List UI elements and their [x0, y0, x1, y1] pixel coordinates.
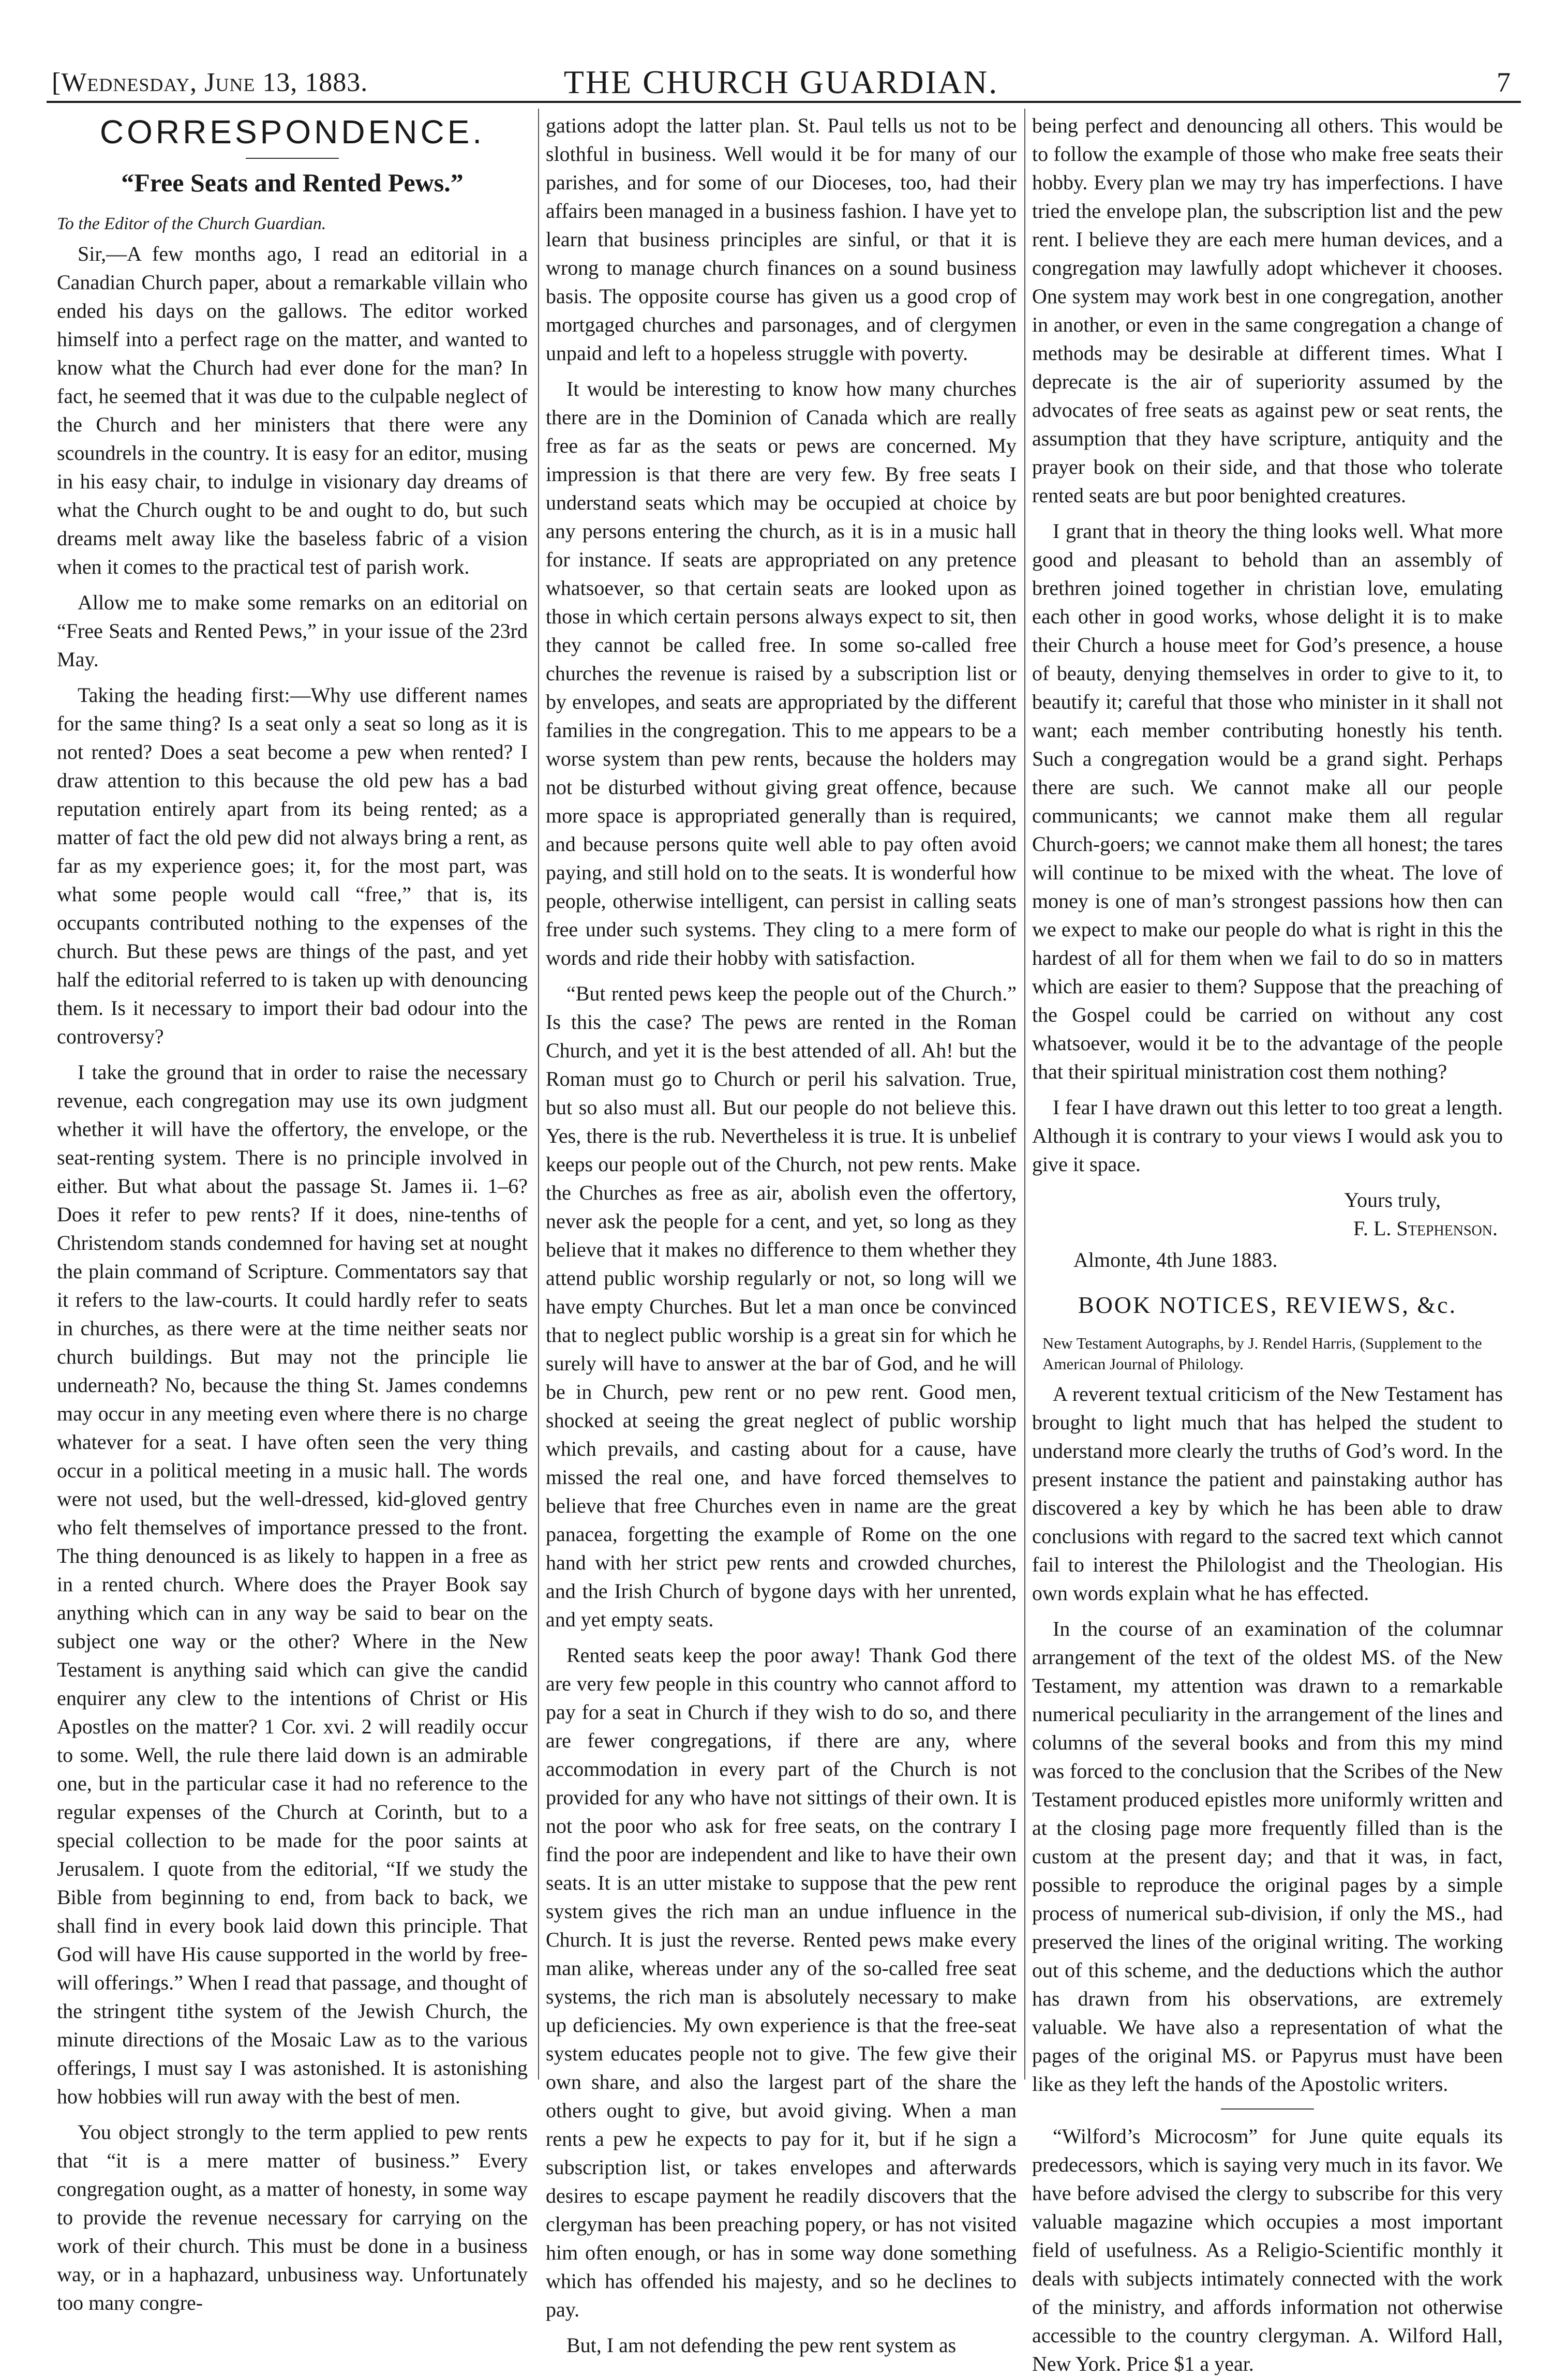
letter-closing: Yours truly,: [1344, 1188, 1441, 1212]
column-1: [57, 111, 528, 2314]
page-number: 7: [1497, 67, 1511, 98]
review-paragraph: In the course of an examination of the columnar arrangement of the text of the oldest MS. of the New Testament, my attention was drawn to a remarkable numerical peculiarity in the arrangement of the lines and columns of the several books and from this my mind was forced to the conclusion that the Scribes of the New Testament produced epistles more uniformly written and at the closing page more frequently filled than is the custom at the present day; and that it was, in fact, possible to reproduce the original pages by a simple process of numerical sub-division, if only the MS., had preserved the lines of the original writing. The working out of this scheme, and the deductions which the author has drawn from his observations, are extremely valuable. We have also a representation of what the pages of the original MS. or Papyrus must have been like as they left the hands of the Apostolic writers.: [1032, 1617, 1503, 2096]
letter-paragraph: Allow me to make some remarks on an editorial on “Free Seats and Rented Pews,” in your issue of the 23rd May.: [57, 591, 528, 671]
review-separator: [1221, 2108, 1314, 2110]
salutation: To the Editor of the Church Guardian.: [57, 214, 326, 233]
letter-signature: F. L. Stephenson.: [1353, 1217, 1498, 1240]
letter-paragraph: You object strongly to the term applied to pew rents that “it is a mere matter of business.” Every congregation ought, as a matter of honesty, in some way to provide the revenue necessary for carrying on the work of their church. This must be done in a business way, or in a haphazard, unbusiness way. Unfortunately too many congre-: [57, 2120, 528, 2314]
section-title: CORRESPONDENCE.: [99, 113, 485, 151]
book-citation: New Testament Autographs, by J. Rendel Harris, (Supplement to the American Journal of Philology.: [1042, 1334, 1482, 1373]
masthead: THE CHURCH GUARDIAN.: [563, 64, 999, 100]
letter-paragraph: Taking the heading first:—Why use different names for the same thing? Is a seat only a seat so long as it is not rented? Does a seat become a pew when rented? I draw attention to this because the old pew has a bad reputation entirely apart from its being rented; as a matter of fact the old pew did not always bring a rent, as far as my experience goes; it, for the most part, was what some people would call “free,” that is, its occupants contributed nothing to the expenses of the church. But these pews are things of the past, and yet half the editorial referred to is taken up with denouncing them. Is it necessary to import their bad odour into the controversy?: [57, 683, 528, 1048]
book-notices-heading: BOOK NOTICES, REVIEWS, &c.: [1078, 1292, 1457, 1318]
letter-dateline: Almonte, 4th June 1883.: [1073, 1248, 1278, 1272]
column-divider: [538, 109, 539, 2080]
letter-paragraph: Sir,—A few months ago, I read an editorial in a Canadian Church paper, about a remarkable villain who ended his days on the gallows. The editor worked himself into a perfect rage on the matter, and wanted to know what the Church had ever done for the man? In fact, he seemed that it was due to the culpable neglect of the Church and her ministers that there were any scoundrels in the country. It is easy for an editor, musing in his easy chair, to indulge in visionary day dreams of what the Church ought to be and ought to do, but such dreams melt away like the baseless fabric of a vision when it comes to the practical test of parish work.: [57, 242, 528, 578]
page-header: [36, 62, 1526, 98]
letter-paragraph: gations adopt the latter plan. St. Paul tells us not to be slothful in business. Well would it be for many of our parishes, and for some of our Dioceses, too, had their affairs been managed in a business fashion. I have yet to learn that business principles are sinful, or that it is wrong to manage church finances on a sound business basis. The opposite course has given us a good crop of mortgaged churches and parsonages, and of clergymen unpaid and left to a hopeless struggle with poverty.: [546, 114, 1017, 365]
review-paragraph: “Wilford’s Microcosm” for June quite equals its predecessors, which is saying very much in its favor. We have before advised the clergy to subscribe for this very valuable magazine which occupies a most important field of usefulness. As a Religio-Scientific monthly it deals with subjects intimately connected with the work of the ministry, and affords information not otherwise accessible to the country clergyman. A. Wilford Hall, New York. Price $1 a year.: [1032, 2125, 1503, 2375]
letter-paragraph: I take the ground that in order to raise the necessary revenue, each congregation may use its own judgment whether it will have the offertory, the envelope, or the seat-renting system. There is no principle involved in either. But what about the passage St. James ii. 1–6? Does it refer to pew rents? If it does, nine-tenths of Christendom stands condemned for having set at nought the plain command of Scripture. Commentators say that it refers to the law-courts. It could hardly refer to seats in churches, as there were at the time neither seats nor church buildings. But may not the principle lie underneath? No, because the thing St. James condemns may occur in any meeting even where there is no charge whatever for a seat. I have often seen the very thing occur in a political meeting in a music hall. The words were not used, but the well-dressed, kid-gloved gentry who felt themselves of importance pressed to the front. The thing denounced is as likely to happen in a free as in a rented church. Where does the Prayer Book say anything which can in any way be said to bear on the subject one way or the other? Where in the New Testament is anything said which can give the candid enquirer any clew to the intentions of Christ or His Apostles on the matter? 1 Cor. xvi. 2 will readily occur to some. Well, the rule there laid down is an admirable one, but in the particular case it had no reference to the regular expenses of the Church at Corinth, but to a special collection to be made for the poor saints at Jerusalem. I quote from the editorial, “If we study the Bible from beginning to end, from back to back, we shall find in every book laid down this principle. That God will have His cause supported in the world by free-will offerings.” When I read that passage, and thought of the stringent tithe system of the Jewish Church, the minute directions of the Mosaic Law as to the various offerings, I must say I was astonished. It is astonishing how hobbies will run away with the best of men.: [57, 1060, 528, 2108]
letter-paragraph: “But rented pews keep the people out of the Church.” Is this the case? The pews are rented in the Roman Church, and yet it is the best attended of all. Ah! but the Roman must go to Church or peril his salvation. True, but so also must all. But our people do not believe this. Yes, there is the rub. Nevertheless it is true. It is unbelief keeps our people out of the Church, not pew rents. Make the Churches as free as air, abolish even the offertory, never ask the people for a cent, and yet, so long as they believe that it makes no difference to them whether they attend public worship regularly or not, so long will we have empty Churches. But let a man once be convinced that to neglect public worship is a great sin for which he surely will have to answer at the bar of God, and he will be in Church, pew rent or no pew rent. Good men, shocked at seeing the great neglect of public worship which prevails, and casting about for a cause, have missed the real one, and have forced themselves to believe that free Churches even in name are the great panacea, forgetting the example of Rome on the one hand with her strict pew rents and crowded churches, and the Irish Church of bygone days with her unrented, and yet empty seats.: [546, 982, 1017, 1631]
header-rule: [47, 101, 1521, 103]
letter-paragraph: being perfect and denouncing all others. This would be to follow the example of those who make free seats their hobby. Every plan we may try has imperfections. I have tried the envelope plan, the subscription list and the pew rent. I believe they are each mere human devices, and a congregation may lawfully adopt whichever it chooses. One system may work best in one congregation, another in another, or even in the same congregation a change of methods may be desirable at different times. What I deprecate is the air of superiority assumed by the advocates of free seats as against pew or seat rents, the assumption that they have scripture, antiquity and the prayer book on their side, and that those who tolerate rented seats are but poor benighted creatures.: [1032, 114, 1503, 507]
column-2: [546, 111, 1017, 2357]
letter-paragraph: But, I am not defending the pew rent system as: [566, 2334, 957, 2357]
title-rule: [246, 158, 339, 159]
column-divider: [1024, 109, 1025, 2080]
letter-paragraph: It would be interesting to know how many churches there are in the Dominion of Canada which are really free as far as the seats or pews are concerned. My impression is that there are very few. By free seats I understand seats which may be occupied at choice by any persons entering the church, as it is in a music hall for instance. If seats are appropriated on any pretence whatsoever, so that certain seats are looked upon as those in which certain persons always expect to sit, then they cannot be called free. In some so-called free churches the revenue is raised by a subscription list or by envelopes, and seats are appropriated by the different families in the congregation. This to me appears to be a worse system than pew rents, because the holders may not be disturbed without giving great offence, because more space is appropriated generally than is required, and because persons quite well able to pay often avoid paying, and still hold on to the seats. It is wonderful how people, otherwise intelligent, can persist in calling seats free under such systems. They cling to a mere form of words and ride their hobby with satisfaction.: [546, 377, 1017, 969]
article-title: “Free Seats and Rented Pews.”: [121, 168, 464, 197]
letter-paragraph: I fear I have drawn out this letter to too great a length. Although it is contrary to your views I would ask you to give it space.: [1032, 1096, 1503, 1176]
column-3: [1032, 111, 1503, 2375]
review-paragraph: A reverent textual criticism of the New Testament has brought to light much that has helped the student to understand more clearly the truths of God’s word. In the present instance the patient and painstaking author has discovered a key by which he has been able to draw conclusions with regard to the sacred text which cannot fail to interest the Philologist and the Theologian. His own words explain what he has effected.: [1032, 1382, 1503, 1605]
issue-date: [Wednesday, June 13, 1883.: [52, 68, 368, 97]
letter-paragraph: Rented seats keep the poor away! Thank God there are very few people in this country who cannot afford to pay for a seat in Church if they wish to do so, and there are fewer congregations, if there are any, where accommodation in every part of the Church is not provided for any who have not sittings of their own. It is not the poor who ask for free seats, on the contrary I find the poor are independent and like to have their own seats. It is an utter mistake to suppose that the pew rent system gives the rich man an undue influence in the Church. It is just the reverse. Rented pews make every man alike, whereas under any of the so-called free seat systems, the rich man is absolutely necessary to make up deficiencies. My own experience is that the free-seat system educates people not to give. The few give their own share, and also the largest part of the share the others ought to give, but avoid giving. When a man rents a pew he expects to pay for it, but if he sign a subscription list, or takes envelopes and afterwards desires to escape payment he readily discovers that the clergyman has been preaching popery, or has not visited him often enough, or has in some way done something which has offended his majesty, and so he declines to pay.: [546, 1643, 1017, 2321]
letter-paragraph: I grant that in theory the thing looks well. What more good and pleasant to behold than an assembly of brethren joined together in christian love, emulating each other in good works, whose delight it is to make their Church a house meet for God’s presence, a house of beauty, denying themselves in order to give to it, to beautify it; careful that those who minister in it shall not want; each member contributing honestly his tenth. Such a congregation would be a grand sight. Perhaps there are such. We cannot make all our people communicants; we cannot make them all regular Church-goers; we cannot make them all honest; the tares will continue to be mixed with the wheat. The love of money is one of man’s strongest passions how then can we expect to make our people do what is right in this the hardest of all for them when we fail to do so in matters which are easier to them? Suppose that the preaching of the Gospel could be carried on without any cost whatsoever, would it be to the advantage of the people that their spiritual ministration cost them nothing?: [1032, 519, 1503, 1083]
